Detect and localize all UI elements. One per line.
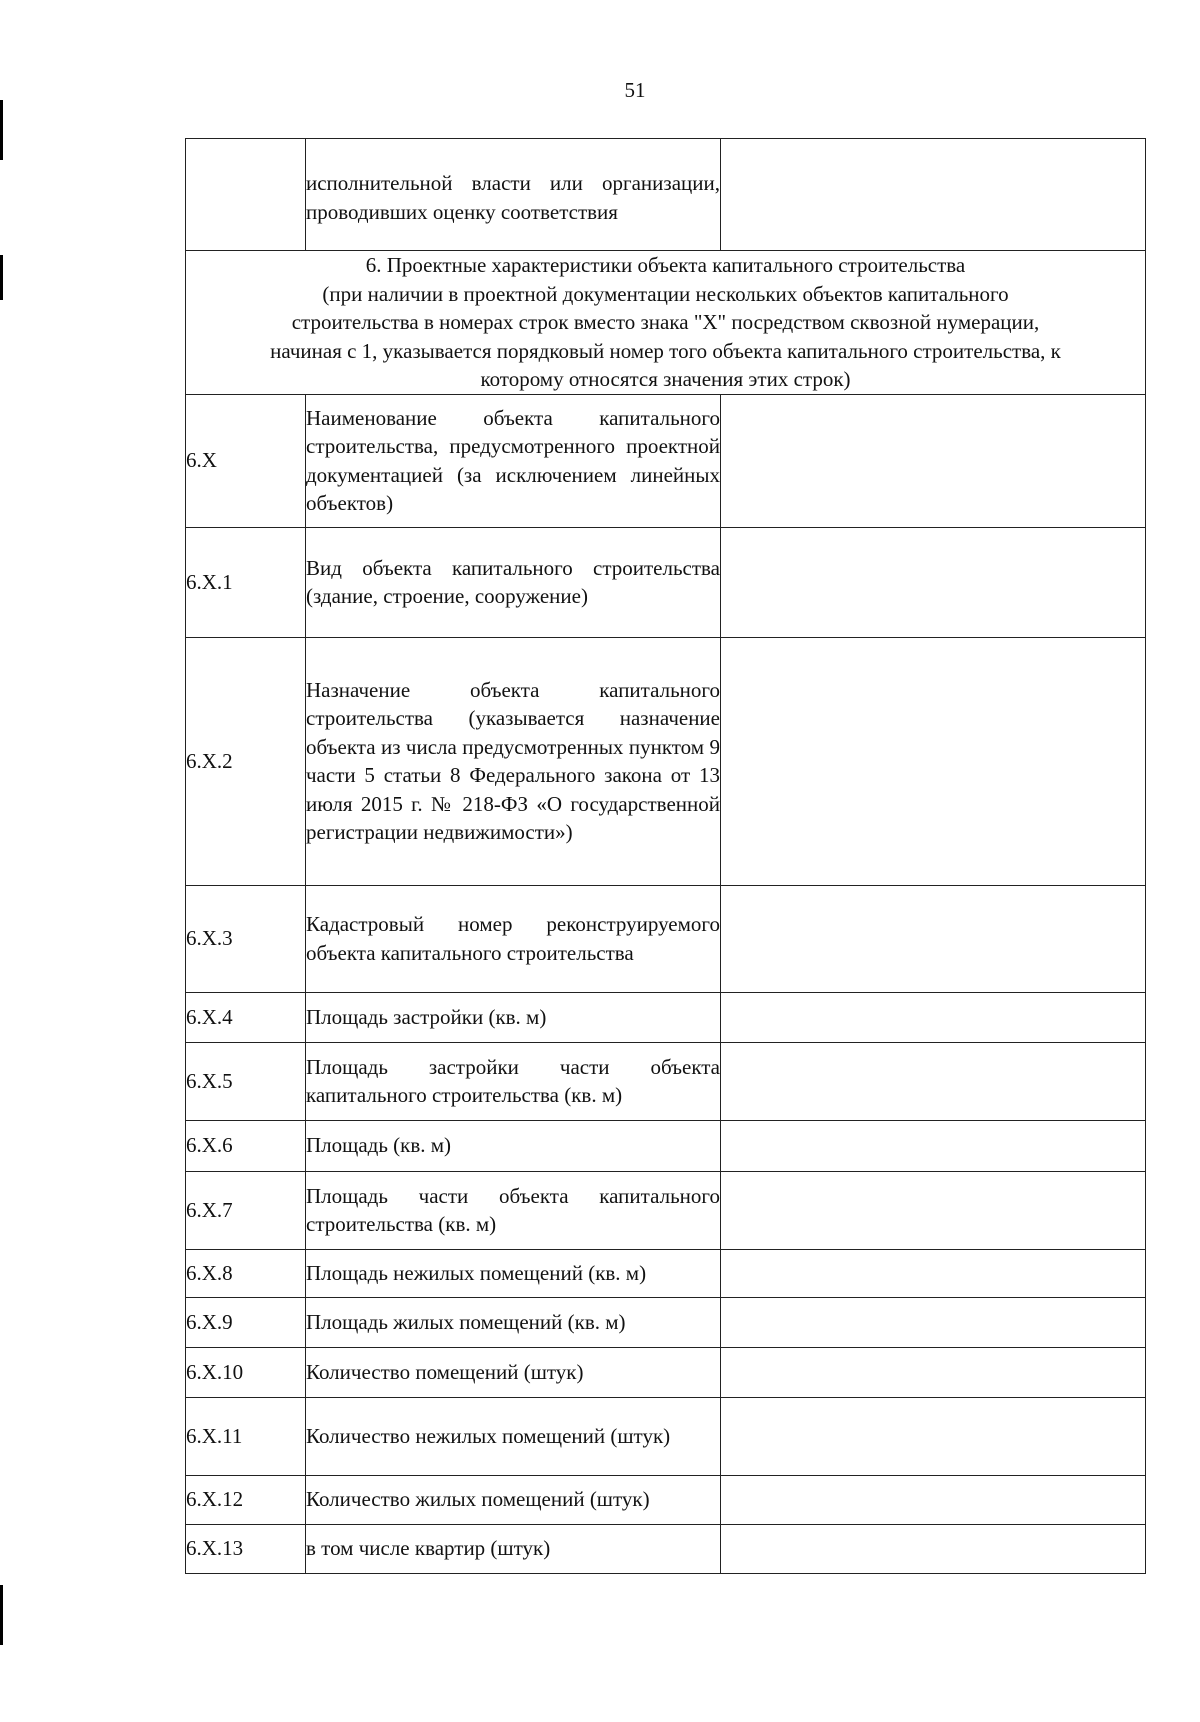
- table-row: [186, 1297, 1146, 1347]
- row-code: 6.X.5: [186, 1042, 306, 1120]
- row-description: Количество помещений (штук): [306, 1347, 721, 1397]
- row-code: 6.X.2: [186, 637, 306, 885]
- section-note-line: строительства в номерах строк вместо знака "X" посредством сквозной нумерации,: [291, 310, 1040, 334]
- page-number: 51: [624, 78, 646, 102]
- row-description: Вид объекта капитального строительства (здание, строение, сооружение): [306, 527, 721, 637]
- row-description: Кадастровый номер реконструируемого объекта капитального строительства: [306, 885, 721, 992]
- row-code: 6.X.7: [186, 1171, 306, 1249]
- row-value-cell[interactable]: [721, 1475, 1146, 1524]
- row-code: 6.X.4: [186, 992, 306, 1042]
- row-description: Площадь застройки (кв. м): [306, 992, 721, 1042]
- row-description: в том числе квартир (штук): [306, 1524, 721, 1573]
- row-value-cell[interactable]: [721, 394, 1146, 527]
- table-row: [186, 992, 1146, 1042]
- table-row: [186, 1042, 1146, 1120]
- row-value-cell[interactable]: [721, 637, 1146, 885]
- section-note-line: которому относятся значения этих строк): [480, 367, 851, 391]
- row-value-cell[interactable]: [721, 1524, 1146, 1573]
- row-code: [186, 139, 306, 251]
- row-value-cell[interactable]: [721, 1347, 1146, 1397]
- table-row: [186, 1120, 1146, 1171]
- row-description: Площадь нежилых помещений (кв. м): [306, 1249, 721, 1297]
- row-code: 6.X.13: [186, 1524, 306, 1573]
- section-header-row: [186, 251, 1146, 395]
- row-value-cell[interactable]: [721, 885, 1146, 992]
- table-row: [186, 1475, 1146, 1524]
- row-value-cell[interactable]: [721, 527, 1146, 637]
- table-row: [186, 637, 1146, 885]
- row-code: 6.X.6: [186, 1120, 306, 1171]
- row-code: 6.X.10: [186, 1347, 306, 1397]
- row-code: 6.X: [186, 394, 306, 527]
- section-header: [186, 251, 1146, 395]
- row-description: Назначение объекта капитального строительства (указывается назначение объекта из числа предусмотренных пунктом 9 части 5 статьи 8 Федерального закона от 13 июля 2015 г. № 218-ФЗ «О государственной регистрации недвижимости»): [306, 637, 721, 885]
- scan-mark: [0, 100, 3, 160]
- row-value-cell[interactable]: [721, 1171, 1146, 1249]
- row-value-cell[interactable]: [721, 139, 1146, 251]
- row-description: Количество жилых помещений (штук): [306, 1475, 721, 1524]
- row-code: 6.X.1: [186, 527, 306, 637]
- scan-mark: [0, 255, 3, 300]
- row-code: 6.X.3: [186, 885, 306, 992]
- table-row: [186, 1171, 1146, 1249]
- table-row: [186, 394, 1146, 527]
- row-description: Площадь части объекта капитального строительства (кв. м): [306, 1171, 721, 1249]
- row-description: исполнительной власти или организации, проводивших оценку соответствия: [306, 139, 721, 251]
- row-code: 6.X.11: [186, 1397, 306, 1475]
- row-description: Площадь (кв. м): [306, 1120, 721, 1171]
- table-row: [186, 527, 1146, 637]
- table-row: [186, 1347, 1146, 1397]
- scan-mark: [0, 1585, 3, 1645]
- row-value-cell[interactable]: [721, 1249, 1146, 1297]
- row-value-cell[interactable]: [721, 1120, 1146, 1171]
- characteristics-table: [185, 138, 1146, 1574]
- section-note-line: (при наличии в проектной документации нескольких объектов капитального: [322, 281, 1009, 306]
- table-row: [186, 139, 1146, 251]
- row-value-cell[interactable]: [721, 1042, 1146, 1120]
- row-description: Площадь жилых помещений (кв. м): [306, 1297, 721, 1347]
- section-title: 6. Проектные характеристики объекта капитального строительства: [365, 253, 966, 277]
- row-value-cell[interactable]: [721, 992, 1146, 1042]
- row-code: 6.X.9: [186, 1297, 306, 1347]
- section-note-line: начиная с 1, указывается порядковый номер того объекта капитального строительства, к: [270, 338, 1061, 363]
- row-code: 6.X.8: [186, 1249, 306, 1297]
- table-row: [186, 1524, 1146, 1573]
- row-description: Площадь застройки части объекта капитального строительства (кв. м): [306, 1042, 721, 1120]
- table-row: [186, 885, 1146, 992]
- table-row: [186, 1249, 1146, 1297]
- row-description: Количество нежилых помещений (штук): [306, 1397, 721, 1475]
- row-value-cell[interactable]: [721, 1397, 1146, 1475]
- row-description: Наименование объекта капитального строительства, предусмотренного проектной документацией (за исключением линейных объектов): [306, 394, 721, 527]
- row-code: 6.X.12: [186, 1475, 306, 1524]
- table-row: [186, 1397, 1146, 1475]
- row-value-cell[interactable]: [721, 1297, 1146, 1347]
